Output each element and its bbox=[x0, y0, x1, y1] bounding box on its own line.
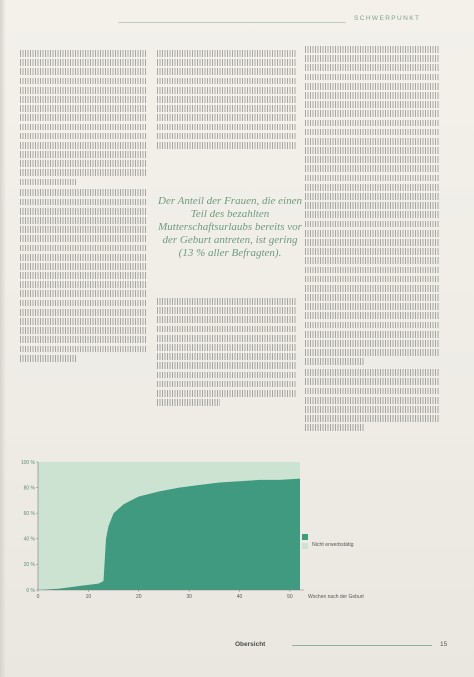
col1-text-line bbox=[20, 78, 146, 85]
y-tick-label: 100 % bbox=[20, 459, 35, 466]
page-binding-shadow bbox=[0, 0, 6, 677]
col2-text-line bbox=[157, 78, 297, 85]
col1-text-line bbox=[20, 189, 146, 196]
col3-text-line bbox=[305, 303, 439, 310]
col1-text-line bbox=[20, 346, 146, 353]
col3-text-line bbox=[305, 276, 439, 283]
footer-rule bbox=[292, 645, 432, 646]
col1-text-line bbox=[20, 272, 146, 279]
col2-text-line bbox=[157, 298, 297, 305]
col1-text-line bbox=[20, 142, 146, 149]
col3-text-line bbox=[305, 156, 439, 163]
col1-text-line bbox=[20, 68, 146, 75]
col2-text-line bbox=[157, 353, 297, 360]
y-tick-label: 20 % bbox=[23, 562, 35, 569]
footer-brand bbox=[235, 641, 265, 648]
col3-text-line bbox=[305, 46, 439, 53]
col1-text-line bbox=[20, 105, 146, 112]
col1-text-line bbox=[20, 96, 146, 103]
col1-text-line bbox=[20, 318, 146, 325]
col3-text-line bbox=[305, 193, 439, 200]
col2-text-line bbox=[157, 105, 297, 112]
footer-brand-name: Obersicht bbox=[235, 641, 266, 648]
col1-text-line bbox=[20, 87, 146, 94]
col3-text-line bbox=[305, 55, 439, 62]
col3-text-line bbox=[305, 285, 439, 292]
col2-text-line bbox=[157, 335, 297, 342]
col1-text-line bbox=[20, 281, 146, 288]
section-topic: SCHWERPUNKT bbox=[354, 15, 421, 22]
col1-text-line bbox=[20, 114, 146, 121]
col1-text-line bbox=[20, 199, 146, 206]
col1-text-line bbox=[20, 245, 146, 252]
col2-text-line bbox=[157, 96, 297, 103]
col3-text-line bbox=[305, 397, 439, 404]
col2-text-line bbox=[157, 87, 297, 94]
col3-text-line bbox=[305, 369, 439, 376]
col3-text-line bbox=[305, 221, 439, 228]
col3-text-line bbox=[305, 349, 439, 356]
y-tick-label: 0 % bbox=[26, 587, 35, 594]
col3-text-line bbox=[305, 378, 439, 385]
col1-text-line bbox=[20, 254, 146, 261]
col2-text-line bbox=[157, 114, 297, 121]
col1-text-line bbox=[20, 300, 146, 307]
col1-text-line bbox=[20, 208, 146, 215]
text-column-1 bbox=[20, 50, 146, 364]
col3-text-line bbox=[305, 211, 439, 218]
col3-text-line bbox=[305, 202, 439, 209]
col3-text-line bbox=[305, 101, 439, 108]
col1-text-line bbox=[20, 160, 146, 167]
col3-text-line bbox=[305, 415, 439, 422]
col1-text-line bbox=[20, 290, 146, 297]
col2-text-line bbox=[157, 316, 297, 323]
col2-text-line bbox=[157, 390, 297, 397]
col3-text-line bbox=[305, 165, 439, 172]
legend-label-not-employed: Nicht erwerbstätig bbox=[312, 542, 354, 548]
col2-text-line bbox=[157, 133, 297, 140]
col3-text-line bbox=[305, 322, 439, 329]
col2-text-line bbox=[157, 307, 297, 314]
col1-text-line bbox=[20, 151, 146, 158]
col3-text-line bbox=[305, 64, 439, 71]
chart-legend bbox=[302, 533, 354, 551]
x-tick-label: 10 bbox=[85, 594, 92, 600]
col1-text-line bbox=[20, 355, 77, 362]
col2-text-line bbox=[157, 344, 297, 351]
col3-text-line bbox=[305, 406, 439, 413]
col2-text-line bbox=[157, 68, 297, 75]
col2-text-line bbox=[157, 142, 297, 149]
col3-text-line bbox=[305, 175, 439, 182]
col2-text-line bbox=[157, 124, 297, 131]
col3-text-line bbox=[305, 257, 439, 264]
col2-text-line bbox=[157, 372, 297, 379]
col1-text-line bbox=[20, 133, 146, 140]
col3-text-line bbox=[305, 239, 439, 246]
col2-text-line bbox=[157, 362, 297, 369]
legend-swatch-not-employed bbox=[302, 543, 308, 549]
x-tick-label: 50 bbox=[287, 594, 293, 600]
legend-item-not-employed bbox=[302, 542, 354, 549]
col2-text-line bbox=[157, 399, 220, 406]
text-column-3 bbox=[305, 42, 439, 433]
legend-item-employed bbox=[302, 533, 354, 540]
x-tick-label: 20 bbox=[135, 594, 142, 600]
col2-text-line bbox=[157, 59, 297, 66]
col3-text-line bbox=[305, 230, 439, 237]
col2-text-line bbox=[157, 326, 297, 333]
col1-text-line bbox=[20, 327, 146, 334]
x-tick-label: 0 bbox=[36, 594, 40, 600]
col1-text-line bbox=[20, 124, 146, 131]
col3-text-line bbox=[305, 358, 365, 365]
col1-text-line bbox=[20, 179, 77, 186]
area-chart bbox=[20, 430, 456, 608]
col1-text-line bbox=[20, 217, 146, 224]
text-column-2-bottom bbox=[157, 298, 297, 408]
col2-text-line bbox=[157, 50, 297, 57]
col3-text-line bbox=[305, 110, 439, 117]
pull-quote: Der Anteil der Frauen, die einen Teil des bezahlten Mutterschaftsurlaubs bereits vor der Geburt antreten, ist gering (13 % aller Befragten). bbox=[158, 195, 302, 259]
col3-text-line bbox=[305, 147, 439, 154]
col3-text-line bbox=[305, 340, 439, 347]
col3-text-line bbox=[305, 312, 439, 319]
legend-swatch-employed bbox=[302, 534, 308, 540]
y-tick-label: 40 % bbox=[23, 536, 35, 543]
col1-text-line bbox=[20, 336, 146, 343]
x-tick-label: 30 bbox=[186, 594, 192, 600]
col2-text-line bbox=[157, 381, 297, 388]
text-column-2-top bbox=[157, 50, 297, 151]
col3-text-line bbox=[305, 129, 439, 136]
x-axis-label: Wochen nach der Geburt bbox=[308, 594, 364, 600]
col3-text-line bbox=[305, 120, 439, 127]
header-rule bbox=[118, 22, 346, 23]
col3-text-line bbox=[305, 74, 439, 81]
col3-text-line bbox=[305, 331, 439, 338]
col1-text-line bbox=[20, 309, 146, 316]
x-tick-label: 40 bbox=[236, 594, 243, 600]
col1-text-line bbox=[20, 169, 146, 176]
col3-text-line bbox=[305, 294, 439, 301]
col1-text-line bbox=[20, 50, 146, 57]
y-tick-label: 80 % bbox=[23, 485, 35, 492]
col3-text-line bbox=[305, 184, 439, 191]
col3-text-line bbox=[305, 138, 439, 145]
col3-text-line bbox=[305, 92, 439, 99]
col3-text-line bbox=[305, 83, 439, 90]
col1-text-line bbox=[20, 226, 146, 233]
page-number: 15 bbox=[440, 641, 448, 648]
col1-text-line bbox=[20, 235, 146, 242]
col1-text-line bbox=[20, 59, 146, 66]
y-tick-label: 60 % bbox=[23, 511, 35, 517]
col1-text-line bbox=[20, 263, 146, 270]
col3-text-line bbox=[305, 248, 439, 255]
col3-text-line bbox=[305, 388, 439, 395]
col3-text-line bbox=[305, 267, 439, 274]
